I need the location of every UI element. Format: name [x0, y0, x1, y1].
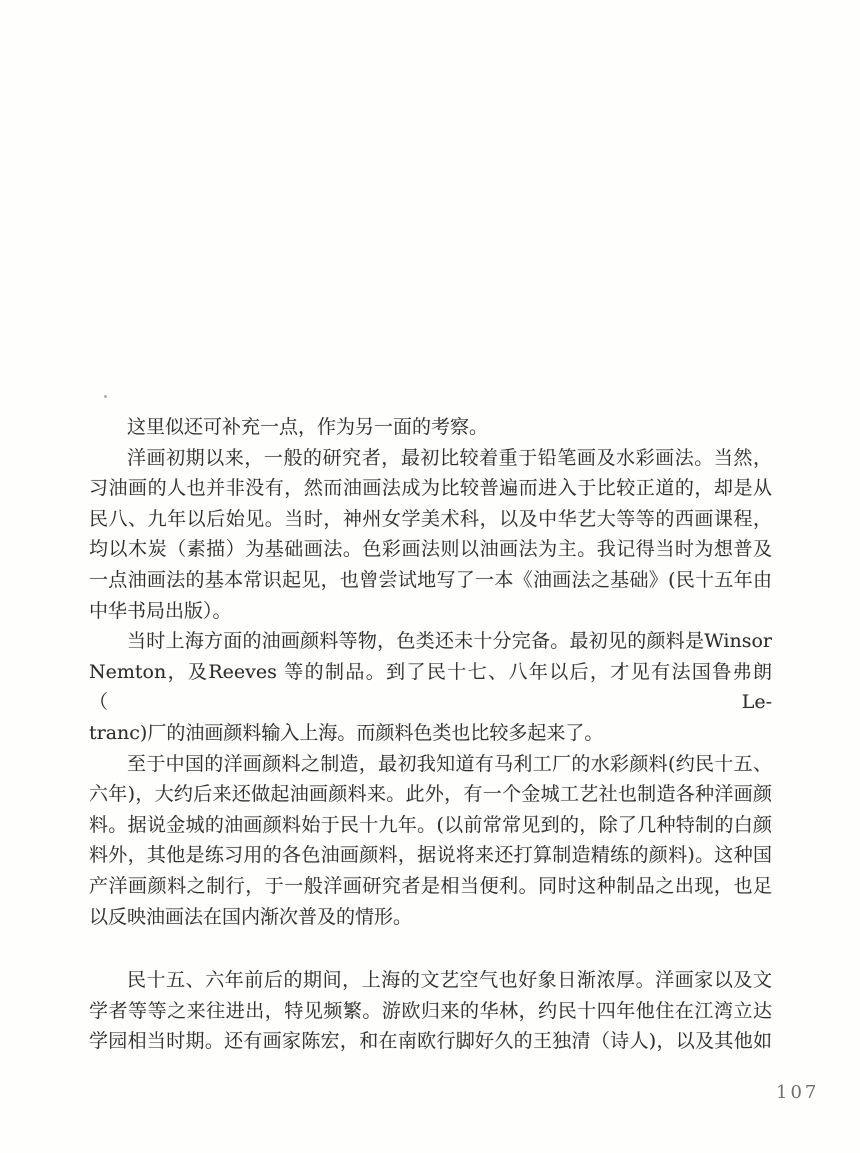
text-line: 民八、九年以后始见。当时，神州女学美术科，以及中华艺大等等的西画课程，	[89, 507, 772, 530]
text-line: 以反映油画法在国内渐次普及的情形。	[89, 905, 413, 928]
page-number: 107	[776, 1082, 820, 1103]
text-line: 产洋画颜料之制行，于一般洋画研究者是相当便利。同时这种制品之出现，也足	[89, 874, 772, 897]
text-line: tranc)厂的油画颜料输入上海。而颜料色类也比较多起来了。	[89, 721, 604, 744]
text-line: 学者等等之来往进出，特见频繁。游欧归来的华林，约民十四年他住在江湾立达	[89, 999, 772, 1022]
text-line: 洋画初期以来，一般的研究者，最初比较着重于铅笔画及水彩画法。当然，	[127, 446, 772, 469]
text-line: 习油画的人也并非没有，然而油画法成为比较普遍而进入于比较正道的，却是从	[89, 477, 772, 500]
scan-speck	[104, 395, 107, 398]
text-line: 当时上海方面的油画颜料等物，色类还未十分完备。最初见的颜料是Winsor	[127, 630, 772, 653]
text-line: 一点油画法的基本常识起见，也曾尝试地写了一本《油画法之基础》(民十五年由	[89, 568, 772, 591]
text-line: 料。据说金城的油画颜料始于民十九年。(以前常常见到的，除了几种特制的白颜	[89, 813, 772, 836]
text-line: 中华书局出版）。	[89, 599, 232, 622]
text-line: 学园相当时期。还有画家陈宏，和在南欧行脚好久的王独清（诗人)，以及其他如	[89, 1030, 772, 1053]
text-line: 至于中国的洋画颜料之制造，最初我知道有马利工厂的水彩颜料(约民十五、	[127, 752, 772, 775]
text-line: 这里似还可补充一点，作为另一面的考察。	[127, 416, 489, 438]
text-line: Nemton，及Reeves 等的制品。到了民十七、八年以后，才见有法国鲁弗朗（Le-	[89, 660, 772, 714]
body-text-block	[89, 412, 772, 1057]
text-line: 料外，其他是练习用的各色油画颜料，据说将来还打算制造精练的颜料)。这种国	[89, 844, 772, 867]
text-line: 六年)，大约后来还做起油画颜料来。此外，有一个金城工艺社也制造各种洋画颜	[89, 783, 772, 806]
text-line: 均以木炭（素描）为基础画法。色彩画法则以油画法为主。我记得当时为想普及	[89, 538, 772, 561]
text-line: 民十五、六年前后的期间，上海的文艺空气也好象日渐浓厚。洋画家以及文	[127, 969, 772, 992]
